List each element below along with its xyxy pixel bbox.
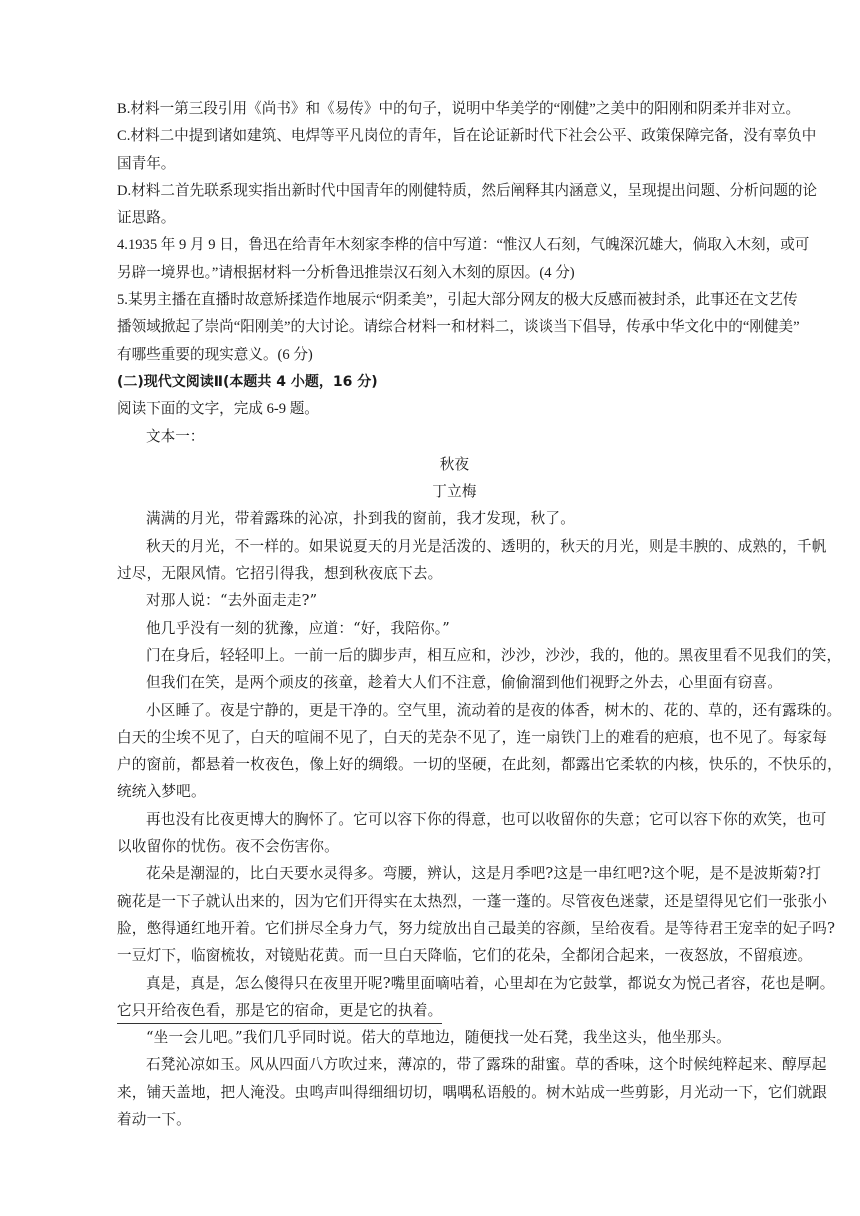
essay-line: 统统入梦吧。 bbox=[117, 783, 206, 801]
option-c-line-2: 国青年。 bbox=[117, 155, 176, 172]
option-d-line-1: D.材料二首先联系现实指出新时代中国青年的刚健特质，然后阐释其内涵意义，呈现提出问题、分析问题的论 bbox=[117, 182, 818, 199]
essay-paragraph: 再也没有比夜更博大的胸怀了。它可以容下你的得意，也可以收留你的失意；它可以容下你的欢笑，也可 bbox=[146, 810, 827, 828]
essay-paragraph: 他几乎没有一刻的犹豫，应道：“好，我陪你。” bbox=[146, 619, 450, 637]
essay-line: 过尽，无限风情。它招引得我，想到秋夜底下去。 bbox=[117, 565, 443, 583]
essay-line: 一豆灯下，临窗梳妆，对镜贴花黄。而一旦白天降临，它们的花朵，全都闭合起来，一夜怒放，不留痕迹。 bbox=[117, 947, 813, 965]
option-d-line-2: 证思路。 bbox=[117, 210, 176, 227]
option-c-line-1: C.材料二中提到诸如建筑、电焊等平凡岗位的青年，旨在论证新时代下社会公平、政策保障完备，没有辜负中 bbox=[117, 128, 817, 145]
essay-paragraph: 满满的月光，带着露珠的沁凉，扑到我的窗前，我才发现，秋了。 bbox=[146, 510, 576, 528]
essay-line: 户的窗前，都悬着一枚夜色，像上好的绸缎。一切的坚硬，在此刻，都露出它柔软的内核，快乐的，不快乐的， bbox=[117, 756, 842, 774]
section-heading: (二)现代文阅读Ⅱ(本题共 4 小题，16 分) bbox=[117, 373, 378, 390]
essay-author: 丁立梅 bbox=[432, 483, 477, 501]
essay-title: 秋夜 bbox=[439, 455, 470, 473]
essay-paragraph: 门在身后，轻轻叩上。一前一后的脚步声，相互应和，沙沙，沙沙，我的，他的。黑夜里看不见我们的笑， bbox=[146, 646, 842, 664]
essay-paragraph: 花朵是潮湿的，比白天要水灵得多。弯腰，辨认，这是月季吧?这是一串红吧?这个呢，是不是波斯菊?打 bbox=[146, 865, 822, 883]
essay-line: 脸，憋得通红地开着。它们拼尽全身力气，努力绽放出自己最美的容颜，呈给夜看。是等待君王宠幸的妃子吗? bbox=[117, 919, 836, 937]
question-5-line-3: 有哪些重要的现实意义。(6 分) bbox=[117, 346, 313, 363]
essay-paragraph: 真是，真是，怎么傻得只在夜里开呢?嘴里面嘀咕着，心里却在为它鼓掌，都说女为悦己者容，花也是啊。 bbox=[146, 974, 835, 992]
text-label: 文本一： bbox=[146, 428, 205, 445]
essay-line: 但我们在笑，是两个顽皮的孩童，趁着大人们不注意，偷偷溜到他们视野之外去，心里面有窃喜。 bbox=[146, 674, 783, 692]
question-4-line-1: 4.1935 年 9 月 9 日，鲁迅在给青年木刻家李桦的信中写道：“惟汉人石刻，气魄深沉雄大，倘取入木刻，或可 bbox=[117, 237, 810, 254]
essay-line: 以收留你的忧伤。夜不会伤害你。 bbox=[117, 838, 339, 856]
question-5-line-1: 5.某男主播在直播时故意矫揉造作地展示“阴柔美”，引起大部分网友的极大反感而被封杀，此事还在文艺传 bbox=[117, 292, 798, 309]
essay-paragraph: 秋天的月光，不一样的。如果说夏天的月光是活泼的、透明的，秋天的月光，则是丰腴的、成熟的，千帆 bbox=[146, 537, 827, 555]
option-b: B.材料一第三段引用《尚书》和《易传》中的句子，说明中华美学的“刚健”之美中的阳刚和阴柔并非对立。 bbox=[117, 101, 801, 117]
essay-line: 碗花是一下子就认出来的，因为它们开得实在太热烈，一蓬一蓬的。尽管夜色迷蒙，还是望得见它们一张张小 bbox=[117, 892, 828, 910]
question-5-line-2: 播领域掀起了崇尚“阳刚美”的大讨论。请综合材料一和材料二，谈谈当下倡导，传承中华文化中的“刚健美” bbox=[117, 319, 800, 336]
underlined-sentence: 它只开给夜色看，那是它的宿命，更是它的执着。 bbox=[117, 999, 442, 1024]
document-page bbox=[117, 96, 842, 1133]
essay-paragraph: 小区睡了。夜是宁静的，更是干净的。空气里，流动着的是夜的体香，树木的、花的、草的，还有露珠的。 bbox=[146, 701, 842, 719]
essay-paragraph: 对那人说：“去外面走走?” bbox=[146, 592, 318, 610]
essay-line: 白天的尘埃不见了，白天的喧闹不见了，白天的芜杂不见了，连一扇铁门上的难看的疤痕，也不见了。每家每 bbox=[117, 728, 828, 746]
question-4-line-2: 另辟一境界也。”请根据材料一分析鲁迅推崇汉石刻入木刻的原因。(4 分) bbox=[117, 264, 575, 281]
essay-paragraph: 石凳沁凉如玉。风从四面八方吹过来，薄凉的，带了露珠的甜蜜。草的香味，这个时候纯粹起来、醇厚起 bbox=[146, 1056, 827, 1074]
essay-line: 着动一下。 bbox=[117, 1110, 191, 1128]
essay-line-underlined bbox=[117, 997, 792, 1024]
essay-line: 来，铺天盖地，把人淹没。虫鸣声叫得细细切切，喁喁私语般的。树木站成一些剪影，月光动一下，它们就跟 bbox=[117, 1083, 828, 1101]
section-instruction: 阅读下面的文字，完成 6-9 题。 bbox=[117, 401, 319, 418]
essay-paragraph: “坐一会儿吧。”我们几乎同时说。偌大的草地边，随便找一处石凳，我坐这头，他坐那头。 bbox=[146, 1029, 731, 1047]
